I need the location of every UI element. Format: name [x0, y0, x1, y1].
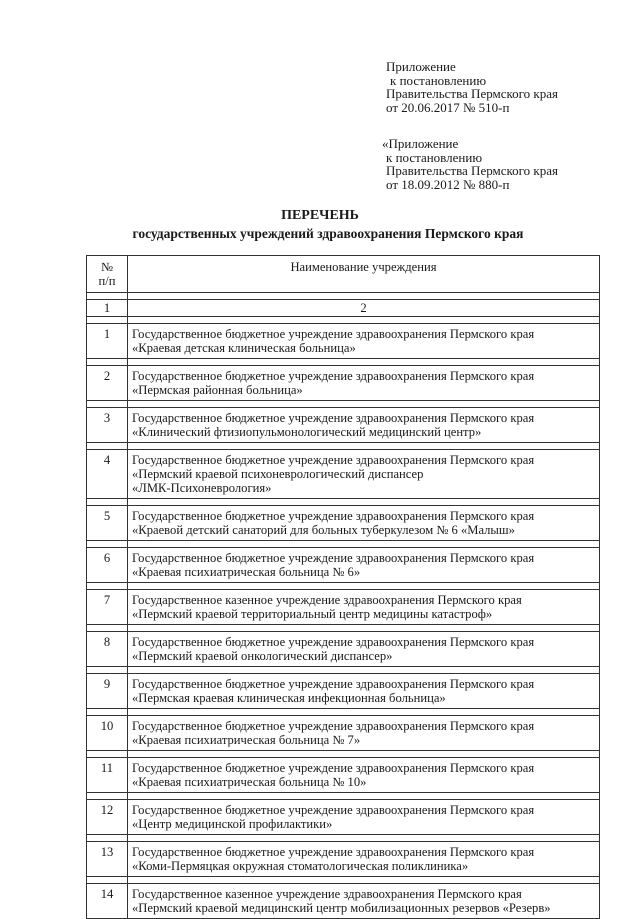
institution-name-line: Государственное бюджетное учреждение здравоохранения Пермского края: [132, 369, 535, 383]
row-spacer: [87, 499, 600, 506]
institution-name-line: Государственное бюджетное учреждение здравоохранения Пермского края: [132, 453, 535, 467]
institution-name-line: «Пермский краевой онкологический диспансер»: [132, 649, 393, 663]
institution-name: [128, 674, 600, 709]
row-number: 1: [87, 324, 128, 359]
institution-name-line: «Краевая психиатрическая больница № 7»: [132, 733, 361, 747]
row-number: 7: [87, 590, 128, 625]
appendix-current-line3: Правительства Пермского края: [386, 86, 558, 101]
appendix-previous-line4: от 18.09.2012 № 880-п: [386, 176, 510, 192]
table-row: [87, 408, 600, 443]
institution-name-line: Государственное бюджетное учреждение здравоохранения Пермского края: [132, 845, 535, 859]
row-spacer: [87, 583, 600, 590]
institution-name: [128, 324, 600, 359]
header-number-line2: п/п: [98, 274, 116, 288]
row-number: 5: [87, 506, 128, 541]
column-index-1: 1: [87, 300, 128, 317]
row-spacer: [87, 401, 600, 408]
table-body: [87, 317, 600, 919]
institution-name-line: Государственное бюджетное учреждение здравоохранения Пермского края: [132, 677, 535, 691]
table-row: [87, 674, 600, 709]
row-number: 6: [87, 548, 128, 583]
institution-name-line: «Центр медицинской профилактики»: [132, 817, 333, 831]
row-spacer: [87, 709, 600, 716]
row-spacer: [87, 751, 600, 758]
institution-name-line: «Краевая психиатрическая больница № 6»: [132, 565, 361, 579]
document-subtitle: государственных учреждений здравоохранения Пермского края: [132, 226, 524, 241]
institution-name-line: «Пермский краевой психоневрологический диспансер: [132, 467, 424, 481]
column-index-2: 2: [128, 300, 600, 317]
institution-name-line: «ЛМК-Психоневрология»: [132, 481, 272, 495]
table-row: [87, 842, 600, 877]
row-spacer: [87, 541, 600, 548]
institution-name-line: «Пермский краевой медицинский центр мобилизационных резервов «Резерв»: [132, 901, 551, 915]
institution-name-line: «Коми-Пермяцкая окружная стоматологическая поликлиника»: [132, 859, 469, 873]
institution-name-line: Государственное бюджетное учреждение здравоохранения Пермского края: [132, 761, 535, 775]
row-spacer: [87, 877, 600, 884]
table-row: [87, 884, 600, 919]
institutions-table: [86, 255, 600, 919]
institution-name-line: Государственное казенное учреждение здравоохранения Пермского края: [132, 593, 522, 607]
row-spacer: [87, 667, 600, 674]
appendix-previous-line1: «Приложение: [382, 136, 459, 151]
document-title: ПЕРЕЧЕНЬ: [281, 208, 359, 223]
row-spacer: [87, 835, 600, 842]
row-number: 12: [87, 800, 128, 835]
row-number: 8: [87, 632, 128, 667]
appendix-current-line1: Приложение: [386, 59, 456, 74]
column-index-row: [87, 300, 600, 317]
institution-name: [128, 632, 600, 667]
institution-name: [128, 842, 600, 877]
institution-name-line: Государственное бюджетное учреждение здравоохранения Пермского края: [132, 509, 535, 523]
table-row: [87, 324, 600, 359]
header-spacer: [87, 293, 600, 300]
institution-name-line: Государственное бюджетное учреждение здравоохранения Пермского края: [132, 551, 535, 565]
table-row: [87, 450, 600, 499]
institution-name-line: «Краевой детский санаторий для больных туберкулезом № 6 «Малыш»: [132, 523, 515, 537]
institution-name: [128, 450, 600, 499]
table-row: [87, 590, 600, 625]
table-row: [87, 800, 600, 835]
institution-name-line: Государственное бюджетное учреждение здравоохранения Пермского края: [132, 411, 535, 425]
institution-name: [128, 408, 600, 443]
institution-name: [128, 758, 600, 793]
institution-name-line: «Клинический фтизиопульмонологический медицинский центр»: [132, 425, 482, 439]
table-row: [87, 716, 600, 751]
institution-name: [128, 506, 600, 541]
table-row: [87, 758, 600, 793]
institution-name-line: «Краевая психиатрическая больница № 10»: [132, 775, 367, 789]
appendix-current: [386, 60, 558, 114]
institution-name: [128, 548, 600, 583]
header-name: Наименование учреждения: [128, 256, 600, 293]
institution-name-line: Государственное казенное учреждение здравоохранения Пермского края: [132, 887, 522, 901]
row-number: 4: [87, 450, 128, 499]
row-spacer: [87, 443, 600, 450]
row-spacer: [87, 793, 600, 800]
appendix-previous-line2: к постановлению: [386, 149, 483, 165]
institution-name: [128, 800, 600, 835]
row-number: 11: [87, 758, 128, 793]
row-number: 9: [87, 674, 128, 709]
table-header-row: [87, 256, 600, 293]
institution-name-line: Государственное бюджетное учреждение здравоохранения Пермского края: [132, 635, 535, 649]
table-row: [87, 366, 600, 401]
institution-name-line: «Пермская районная больница»: [132, 383, 303, 397]
appendix-previous: [382, 137, 558, 191]
appendix-current-line4: от 20.06.2017 № 510-п: [386, 99, 510, 115]
institution-name-line: «Краевая детская клиническая больница»: [132, 341, 356, 355]
institution-name: [128, 590, 600, 625]
row-number: 2: [87, 366, 128, 401]
header-number-line1: №: [100, 260, 114, 274]
row-number: 13: [87, 842, 128, 877]
table-row: [87, 548, 600, 583]
header-number: [87, 256, 128, 293]
row-spacer: [87, 625, 600, 632]
institution-name: [128, 884, 600, 919]
row-spacer: [87, 359, 600, 366]
row-number: 14: [87, 884, 128, 919]
row-number: 10: [87, 716, 128, 751]
institution-name-line: «Пермский краевой территориальный центр медицины катастроф»: [132, 607, 493, 621]
institution-name: [128, 716, 600, 751]
appendix-previous-line3: Правительства Пермского края: [386, 163, 558, 178]
institution-name-line: Государственное бюджетное учреждение здравоохранения Пермского края: [132, 803, 535, 817]
row-spacer: [87, 317, 600, 324]
appendix-current-line2: к постановлению: [390, 72, 487, 88]
institution-name-line: Государственное бюджетное учреждение здравоохранения Пермского края: [132, 327, 535, 341]
institution-name-line: Государственное бюджетное учреждение здравоохранения Пермского края: [132, 719, 535, 733]
institution-name: [128, 366, 600, 401]
table-row: [87, 632, 600, 667]
row-number: 3: [87, 408, 128, 443]
table-row: [87, 506, 600, 541]
institution-name-line: «Пермская краевая клиническая инфекционная больница»: [132, 691, 446, 705]
